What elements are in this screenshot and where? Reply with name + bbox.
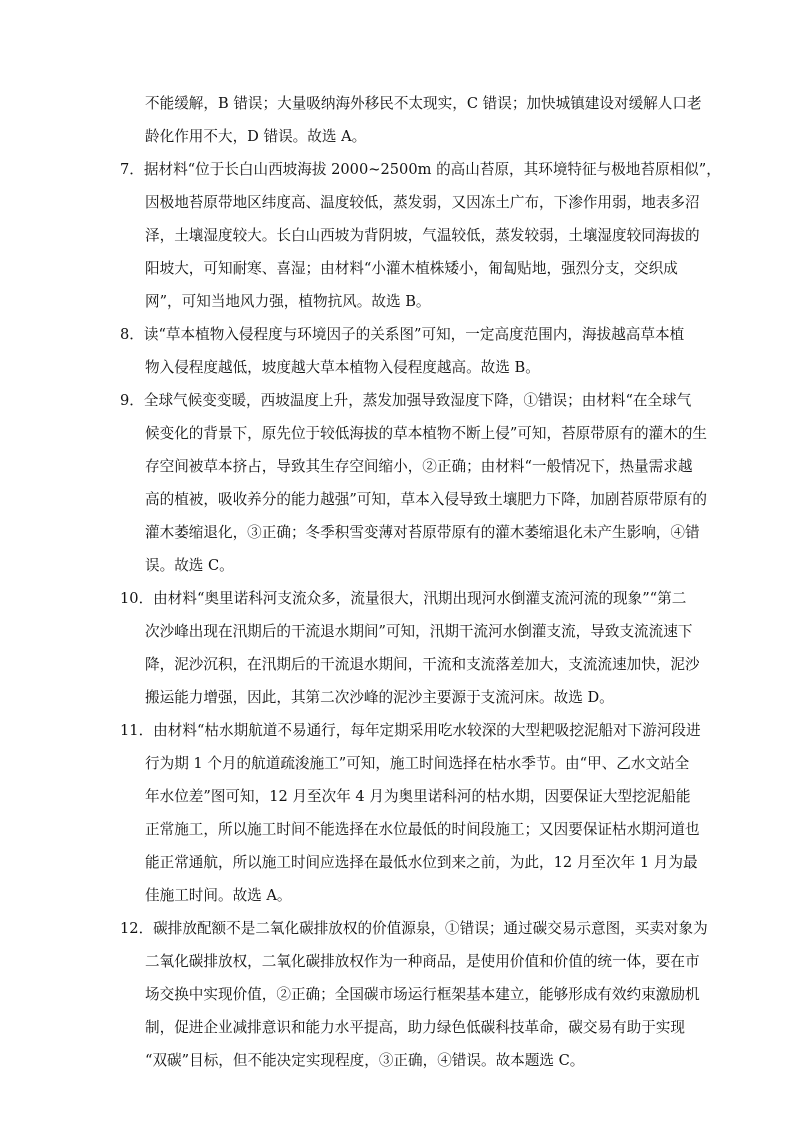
- text-line: 二氧化碳排放权，二氧化碳排放权作为一种商品，是使用价值和价值的统一体，要在市: [145, 953, 700, 970]
- question-12-line: 12．碳排放配额不是二氧化碳排放权的价值源泉，①错误；通过碳交易示意图，买卖对象为: [120, 920, 708, 937]
- text-line: 误。故选 C。: [145, 557, 234, 574]
- text-line: 高的植被，吸收养分的能力越强”可知，草本入侵导致土壤肥力下降，加剧苔原带原有的: [145, 491, 708, 508]
- text-line: “双碳”目标，但不能决定实现程度，③正确，④错误。故本题选 C。: [145, 1052, 585, 1069]
- question-10-line: 10．由材料“奥里诺科河支流众多，流量很大，汛期出现河水倒灌支流河流的现象”“第二: [120, 590, 687, 607]
- text-line: 年水位差”图可知，12 月至次年 4 月为奥里诺科河的枯水期，因要保证大型挖泥船能: [145, 788, 691, 805]
- text-line: 存空间被草本挤占，导致其生存空间缩小，②正确；由材料“一般情况下，热量需求越: [145, 458, 693, 475]
- question-7-line: 7．据材料“位于长白山西坡海拔 2000~2500m 的高山苔原，其环境特征与极地苔原相似”，: [120, 161, 721, 178]
- text-line: 正常施工，所以施工时间不能选择在水位最低的时间段施工；又因要保证枯水期河道也: [145, 821, 700, 838]
- text-line: 候变化的背景下，原先位于较低海拔的草本植物不断上侵”可知，苔原带原有的灌木的生: [145, 425, 708, 442]
- text-line: 因极地苔原带地区纬度高、温度较低，蒸发弱，又因冻土广布，下渗作用弱，地表多沼: [145, 194, 700, 211]
- text-line: 网”，可知当地风力强，植物抗风。故选 B。: [145, 293, 431, 310]
- text-line: 搬运能力增强，因此，其第二次沙峰的泥沙主要源于支流河床。故选 D。: [145, 689, 614, 706]
- text-line: 灌木萎缩退化，③正确；冬季积雪变薄对苔原带原有的灌木萎缩退化未产生影响，④错: [145, 524, 700, 541]
- text-line: 制，促进企业减排意识和能力水平提高，助力绿色低碳科技革命，碳交易有助于实现: [145, 1019, 685, 1036]
- text-line: 次沙峰出现在汛期后的干流退水期间”可知，汛期干流河水倒灌支流，导致支流流速下: [145, 623, 693, 640]
- question-11-line: 11．由材料“枯水期航道不易通行，每年定期采用吃水较深的大型耙吸挖泥船对下游河段进: [120, 722, 701, 739]
- text-line: 降，泥沙沉积，在汛期后的干流退水期间，干流和支流落差加大，支流流速加快，泥沙: [145, 656, 700, 673]
- text-line: 物入侵程度越低，坡度越大草本植物入侵程度越高。故选 B。: [145, 359, 540, 376]
- question-8-line: 8．读“草本植物入侵程度与环境因子的关系图”可知，一定高度范围内，海拔越高草本植: [120, 326, 685, 343]
- question-9-line: 9．全球气候变变暖，西坡温度上升，蒸发加强导致湿度下降，①错误；由材料“在全球气: [120, 392, 692, 409]
- text-line: 泽，土壤湿度较大。长白山西坡为背阴坡，气温较低，蒸发较弱，土壤湿度较同海拔的: [145, 227, 700, 244]
- text-line: 阳坡大，可知耐寒、喜湿；由材料“小灌木植株矮小，匍匐贴地，强烈分支，交织成: [145, 260, 678, 277]
- text-line: 行为期 1 个月的航道疏浚施工”可知，施工时间选择在枯水季节。由“甲、乙水文站全: [145, 755, 690, 772]
- text-line: 龄化作用不大，D 错误。故选 A。: [145, 128, 367, 145]
- text-line: 不能缓解，B 错误；大量吸纳海外移民不太现实，C 错误；加快城镇建设对缓解人口老: [145, 95, 702, 112]
- text-line: 能正常通航，所以施工时间应选择在最低水位到来之前，为此，12 月至次年 1 月为最: [145, 854, 698, 871]
- text-line: 佳施工时间。故选 A。: [145, 887, 292, 904]
- text-line: 场交换中实现价值，②正确；全国碳市场运行框架基本建立，能够形成有效约束激励机: [145, 986, 700, 1003]
